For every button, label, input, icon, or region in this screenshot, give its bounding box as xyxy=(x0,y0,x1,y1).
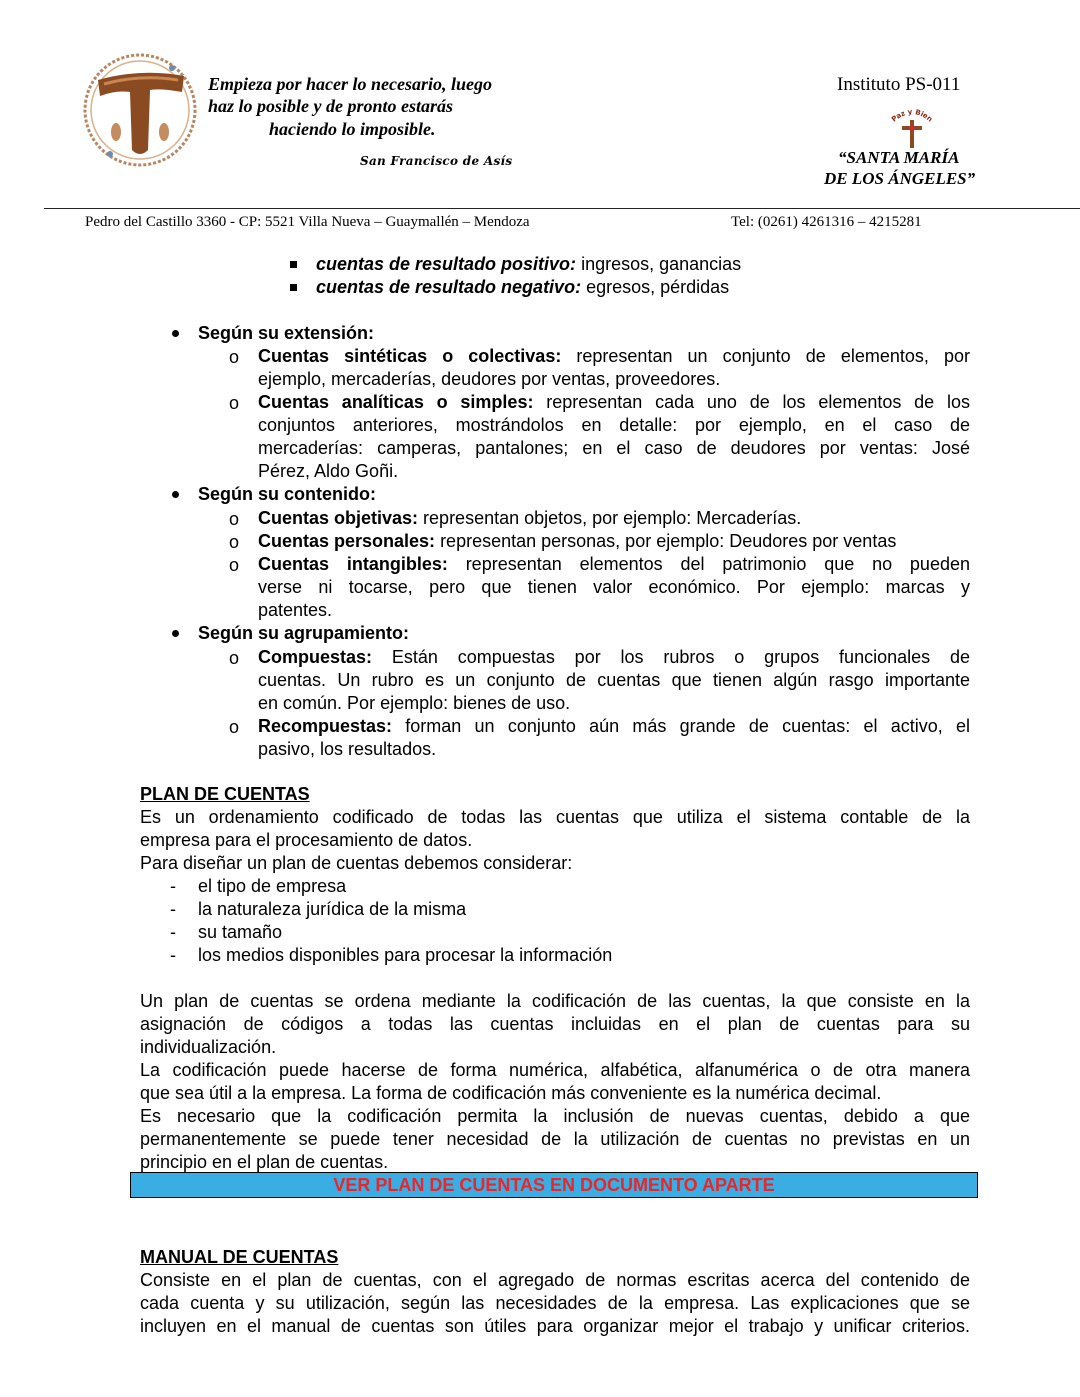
dash-bullet-icon: - xyxy=(170,922,176,942)
circle-bullet-icon: o xyxy=(229,393,240,413)
motto-line-1: Empieza por hacer lo necesario, luego xyxy=(208,74,492,94)
section-heading: Según su contenido: xyxy=(198,484,376,504)
paragraph-line: permanentemente se puede tener necesidad de la utilización de cuentas no previstas en un xyxy=(140,1129,970,1149)
paragraph-line: que sea útil a la empresa. La forma de codificación más conveniente es la numérica decimal. xyxy=(140,1083,882,1103)
plan-banner-text: VER PLAN DE CUENTAS EN DOCUMENTO APARTE xyxy=(333,1175,775,1195)
paragraph-line: Es un ordenamiento codificado de todas las cuentas que utiliza el sistema contable de la xyxy=(140,807,970,827)
list-item-line: en común. Por ejemplo: bienes de uso. xyxy=(258,693,571,713)
paragraph-line: incluyen en el manual de cuentas son útiles para organizar mejor el trabajo y unificar criterios. xyxy=(140,1316,970,1336)
motto-author: San Francisco de Asís xyxy=(360,154,513,168)
paragraph-line: Para diseñar un plan de cuentas debemos considerar: xyxy=(140,853,573,873)
paragraph-line: principio en el plan de cuentas. xyxy=(140,1152,389,1172)
circle-bullet-icon: o xyxy=(229,555,240,575)
circle-bullet-icon: o xyxy=(229,648,240,668)
phone: Tel: (0261) 4261316 – 4215281 xyxy=(731,214,922,230)
list-item-line: Cuentas sintéticas o colectivas: representan un conjunto de elementos, por xyxy=(258,346,970,366)
motto-line-2: haz lo posible y de pronto estarás xyxy=(208,96,454,116)
list-item-line: mercaderías: camperas, pantalones; en el caso de deudores por ventas: José xyxy=(258,438,970,458)
paragraph-line: cada cuenta y su utilización, según las necesidades de la empresa. Las explicaciones que se xyxy=(140,1293,970,1313)
list-item-line: Cuentas intangibles: representan elementos del patrimonio que no pueden xyxy=(258,554,970,574)
list-item-line: Compuestas: Están compuestas por los rubros o grupos funcionales de xyxy=(258,647,970,667)
dash-bullet-icon: - xyxy=(170,876,176,896)
list-item: cuentas de resultado positivo: ingresos, ganancias xyxy=(316,254,742,274)
tau-logo-icon xyxy=(80,50,200,170)
list-item-line: Cuentas personales: representan personas, por ejemplo: Deudores por ventas xyxy=(258,531,897,551)
list-item: los medios disponibles para procesar la información xyxy=(198,945,613,965)
list-item-line: ejemplo, mercaderías, deudores por ventas, proveedores. xyxy=(258,369,721,389)
bullet-icon xyxy=(172,491,179,498)
list-item: su tamaño xyxy=(198,922,283,942)
paragraph-line: empresa para el procesamiento de datos. xyxy=(140,830,473,850)
list-item: la naturaleza jurídica de la misma xyxy=(198,899,467,919)
list-item-line: cuentas. Un rubro es un conjunto de cuentas que tienen algún rasgo importante xyxy=(258,670,970,690)
list-item-line: pasivo, los resultados. xyxy=(258,739,437,759)
crest-text: Paz y Bien xyxy=(890,107,934,124)
paragraph-line: La codificación puede hacerse de forma numérica, alfabética, alfanumérica o de otra manera xyxy=(140,1060,970,1080)
list-item-line: patentes. xyxy=(258,600,333,620)
list-item-line: Recompuestas: forman un conjunto aún más grande de cuentas: el activo, el xyxy=(258,716,970,736)
list-item-line: Pérez, Aldo Goñi. xyxy=(258,461,399,481)
bullet-icon xyxy=(172,630,179,637)
institute-name-line-2: DE LOS ÁNGELES” xyxy=(824,169,976,188)
paragraph-line: individualización. xyxy=(140,1037,277,1057)
list-item: el tipo de empresa xyxy=(198,876,347,896)
list-item-line: Cuentas analíticas o simples: representan cada uno de los elementos de los xyxy=(258,392,970,412)
bullet-icon xyxy=(172,330,179,337)
section-heading: Según su extensión: xyxy=(198,323,375,343)
list-item-line: Cuentas objetivas: representan objetos, por ejemplo: Mercaderías. xyxy=(258,508,802,528)
circle-bullet-icon: o xyxy=(229,717,240,737)
list-item-line: conjuntos anteriores, mostrándolos en detalle: por ejemplo, en el caso de xyxy=(258,415,970,435)
motto-line-3: haciendo lo imposible. xyxy=(269,119,436,139)
paragraph-line: Consiste en el plan de cuentas, con el agregado de normas escritas acerca del contenido de xyxy=(140,1270,970,1290)
circle-bullet-icon: o xyxy=(229,347,240,367)
section-title: MANUAL DE CUENTAS xyxy=(140,1247,339,1267)
section-heading: Según su agrupamiento: xyxy=(198,623,410,643)
square-bullet-icon xyxy=(290,261,297,268)
section-title: PLAN DE CUENTAS xyxy=(140,784,310,804)
institute-id: Instituto PS-011 xyxy=(837,74,961,95)
circle-bullet-icon: o xyxy=(229,532,240,552)
plan-banner xyxy=(130,1172,978,1198)
paragraph-line: asignación de códigos a todas las cuentas incluidas en el plan de cuentas para su xyxy=(140,1014,970,1034)
dash-bullet-icon: - xyxy=(170,899,176,919)
square-bullet-icon xyxy=(290,284,297,291)
circle-bullet-icon: o xyxy=(229,509,240,529)
paragraph-line: Un plan de cuentas se ordena mediante la codificación de las cuentas, la que consiste en la xyxy=(140,991,970,1011)
list-item-line: verse ni tocarse, pero que tienen valor económico. Por ejemplo: marcas y xyxy=(258,577,970,597)
header-divider xyxy=(44,208,1080,209)
dash-bullet-icon: - xyxy=(170,945,176,965)
address: Pedro del Castillo 3360 - CP: 5521 Villa Nueva – Guaymallén – Mendoza xyxy=(85,214,530,230)
paragraph-line: Es necesario que la codificación permita la inclusión de nuevas cuentas, debido a que xyxy=(140,1106,970,1126)
paz-y-bien-crest-icon xyxy=(888,104,936,150)
institute-name-line-1: “SANTA MARÍA xyxy=(838,148,960,167)
list-item: cuentas de resultado negativo: egresos, pérdidas xyxy=(316,277,730,297)
